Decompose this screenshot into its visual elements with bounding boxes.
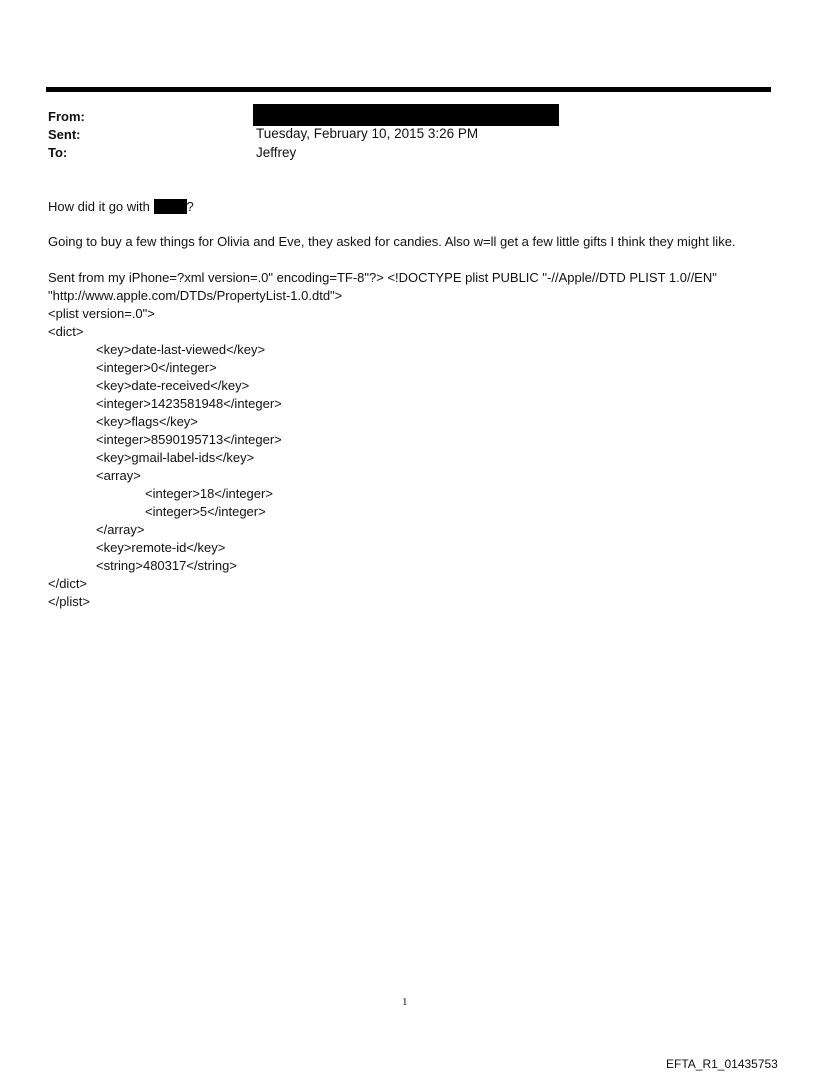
- plist-line: <integer>8590195713</integer>: [96, 432, 282, 447]
- body-line-signature: Sent from my iPhone=?xml version=.0" encoding=TF-8"?> <!DOCTYPE plist PUBLIC "-//Apple//DTD PLIST 1.0//EN": [48, 270, 717, 285]
- plist-line: <key>date-last-viewed</key>: [96, 342, 266, 357]
- plist-line: <string>480317</string>: [96, 558, 237, 573]
- plist-line: <integer>1423581948</integer>: [96, 396, 282, 411]
- body-line-question: [48, 199, 194, 214]
- plist-line: </plist>: [48, 594, 90, 609]
- plist-line: <key>flags</key>: [96, 414, 198, 429]
- plist-line: <array>: [96, 468, 141, 483]
- page-number: 1: [402, 996, 408, 1008]
- document-id: EFTA_R1_01435753: [666, 1057, 778, 1071]
- plist-line: </array>: [96, 522, 145, 537]
- plist-line: <dict>: [48, 324, 84, 339]
- redacted-name: [154, 199, 187, 214]
- plist-line: <integer>5</integer>: [145, 504, 266, 519]
- plist-line: <integer>0</integer>: [96, 360, 217, 375]
- redacted-sender: [253, 104, 559, 126]
- plist-line: <plist version=.0">: [48, 306, 155, 321]
- plist-line: <key>remote-id</key>: [96, 540, 226, 555]
- question-prefix: How did it go with: [48, 199, 154, 214]
- body-line-message: Going to buy a few things for Olivia and Eve, they asked for candies. Also w=ll get a few little gifts I think they might like.: [48, 234, 736, 249]
- to-value: Jeffrey: [256, 145, 297, 160]
- plist-line: <key>date-received</key>: [96, 378, 250, 393]
- question-suffix: ?: [186, 199, 194, 214]
- plist-line: <integer>18</integer>: [145, 486, 273, 501]
- header-rule: [46, 87, 771, 92]
- body-line-dtd: "http://www.apple.com/DTDs/PropertyList-1.0.dtd">: [48, 288, 343, 303]
- sent-value: Tuesday, February 10, 2015 3:26 PM: [256, 126, 479, 141]
- plist-line: </dict>: [48, 576, 88, 591]
- sent-label: Sent:: [48, 127, 81, 142]
- from-label: From:: [48, 109, 85, 124]
- to-label: To:: [48, 145, 68, 160]
- plist-line: <key>gmail-label-ids</key>: [96, 450, 255, 465]
